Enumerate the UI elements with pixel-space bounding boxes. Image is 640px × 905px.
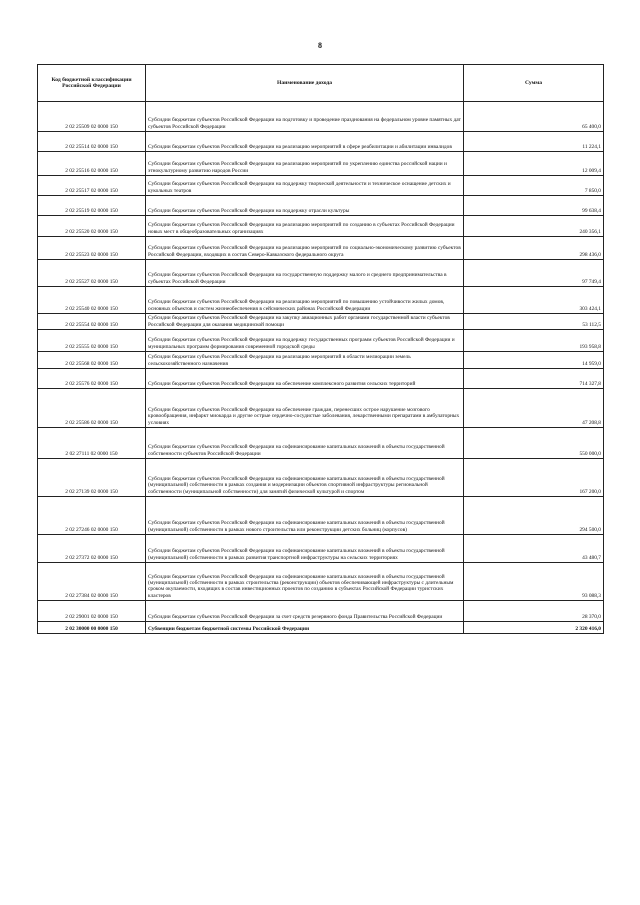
row-code: 2 02 27139 02 0000 150 <box>38 459 146 497</box>
row-name: Субсидии бюджетам субъектов Российской Федерации на подготовку и проведение празднования на федеральном уровне памятных дат субъектов Российской Федерации <box>146 102 464 132</box>
row-code: 2 02 27372 02 0000 150 <box>38 535 146 563</box>
row-code: 2 02 25509 02 0000 150 <box>38 102 146 132</box>
row-name: Субсидии бюджетам субъектов Российской Федерации на софинансирование капитальных вложений в объекты государственной (муниципальной) собственности в рамках развития транспортной инфраструктуры на сельских территориях <box>146 535 464 563</box>
row-code: 2 02 25586 02 0000 150 <box>38 389 146 428</box>
row-code: 2 02 25555 02 0000 150 <box>38 330 146 352</box>
row-sum: 28 370,0 <box>464 601 604 622</box>
row-code: 2 02 25527 02 0000 150 <box>38 260 146 287</box>
row-sum: 167 200,0 <box>464 459 604 497</box>
table-header-row <box>38 65 604 102</box>
revenue-table <box>37 64 604 634</box>
row-sum: 99 638,4 <box>464 196 604 216</box>
row-name: Субсидии бюджетам субъектов Российской Федерации на закупку авиационных работ органами государственной власти субъектов Российской Федерации для оказания медицинской помощи <box>146 314 464 330</box>
row-sum: 12 009,4 <box>464 152 604 176</box>
row-name: Субсидии бюджетам субъектов Российской Федерации на реализацию мероприятий по созданию в субъектах Российской Федерации новых мест в общеобразовательных организациях <box>146 216 464 237</box>
table-row <box>38 563 604 601</box>
header-sum: Сумма <box>464 65 604 102</box>
table-row <box>38 152 604 176</box>
table-row <box>38 459 604 497</box>
total-name: Субвенции бюджетам бюджетной системы Российской Федерации <box>146 622 464 634</box>
row-name: Субсидии бюджетам субъектов Российской Федерации на софинансирование капитальных вложений в объекты государственной (муниципальной) собственности в рамках строительства (реконструкции) объектов обеспечивающей инфраструктуры с длительным сроком окупаемости, входящих в состав инвестиционных проектов по созданию в субъектах Российской Федерации туристских кластеров <box>146 563 464 601</box>
table-row <box>38 330 604 352</box>
table-row <box>38 237 604 260</box>
row-name: Субсидии бюджетам субъектов Российской Федерации на софинансирование капитальных вложений в объекты государственной (муниципальной) собственности в рамках создания и модернизации объектов спортивной инфраструктуры региональной собственности (муниципальной собственности) для занятий физической культурой и спортом <box>146 459 464 497</box>
table-row <box>38 601 604 622</box>
row-sum: 47 208,8 <box>464 389 604 428</box>
row-sum: 11 224,1 <box>464 132 604 152</box>
row-name: Субсидии бюджетам субъектов Российской Федерации на обеспечение граждан, перенесших острое нарушение мозгового кровообращения, инфаркт миокарда и другие острые сердечно-сосудистые заболевания, лекарственными препаратами в амбулаторных условиях <box>146 389 464 428</box>
row-name: Субсидии бюджетам субъектов Российской Федерации на государственную поддержку малого и среднего предпринимательства в субъектах Российской Федерации <box>146 260 464 287</box>
row-sum: 714 327,8 <box>464 369 604 389</box>
table-row <box>38 132 604 152</box>
table-row <box>38 196 604 216</box>
row-code: 2 02 25520 02 0000 150 <box>38 216 146 237</box>
header-code: Код бюджетной классификации Российской Федерации <box>38 65 146 102</box>
table-row <box>38 314 604 330</box>
table-body <box>38 102 604 634</box>
row-sum: 93 088,3 <box>464 563 604 601</box>
row-sum: 43 480,7 <box>464 535 604 563</box>
row-code: 2 02 25540 02 0000 150 <box>38 287 146 314</box>
row-code: 2 02 25519 02 0000 150 <box>38 196 146 216</box>
row-name: Субсидии бюджетам субъектов Российской Федерации на реализацию мероприятий по укреплению единства российской нации и этнокультурному развитию народов России <box>146 152 464 176</box>
row-sum: 65 400,0 <box>464 102 604 132</box>
row-sum: 240 356,1 <box>464 216 604 237</box>
row-name: Субсидии бюджетам субъектов Российской Федерации на реализацию мероприятий по повышению устойчивости жилых домов, основных объектов и систем жизнеобеспечения в сейсмических районах Российской Федерации <box>146 287 464 314</box>
row-name: Субсидии бюджетам субъектов Российской Федерации на обеспечение комплексного развития сельских территорий <box>146 369 464 389</box>
total-code: 2 02 30000 00 0000 150 <box>38 622 146 634</box>
table-row <box>38 369 604 389</box>
row-code: 2 02 27111 02 0000 150 <box>38 428 146 459</box>
row-sum: 550 000,0 <box>464 428 604 459</box>
row-name: Субсидии бюджетам субъектов Российской Федерации на поддержку отрасли культуры <box>146 196 464 216</box>
row-code: 2 02 25568 02 0000 150 <box>38 352 146 369</box>
total-row <box>38 622 604 634</box>
row-sum: 97 749,4 <box>464 260 604 287</box>
table-row <box>38 352 604 369</box>
total-sum: 2 320 416,0 <box>464 622 604 634</box>
header-name: Наименование дохода <box>146 65 464 102</box>
table-row <box>38 428 604 459</box>
row-sum: 298 436,0 <box>464 237 604 260</box>
table-row <box>38 260 604 287</box>
table-row <box>38 102 604 132</box>
row-name: Субсидии бюджетам субъектов Российской Федерации за счет средств резервного фонда Правительства Российской Федерации <box>146 601 464 622</box>
row-name: Субсидии бюджетам субъектов Российской Федерации на реализацию мероприятий по социально-экономическому развитию субъектов Российской Федерации, входящих в состав Северо-Кавказского федерального округа <box>146 237 464 260</box>
row-code: 2 02 25516 02 0000 150 <box>38 152 146 176</box>
table-row <box>38 535 604 563</box>
row-code: 2 02 25554 02 0000 150 <box>38 314 146 330</box>
row-sum: 303 424,1 <box>464 287 604 314</box>
row-code: 2 02 27246 02 0000 150 <box>38 497 146 535</box>
row-name: Субсидии бюджетам субъектов Российской Федерации на софинансирование капитальных вложений в объекты государственной собственности субъектов Российской Федерации <box>146 428 464 459</box>
table-row <box>38 497 604 535</box>
row-name: Субсидии бюджетам субъектов Российской Федерации на софинансирование капитальных вложений в объекты государственной (муниципальной) собственности в рамках нового строительства или реконструкции детских больниц (корпусов) <box>146 497 464 535</box>
row-name: Субсидии бюджетам субъектов Российской Федерации на поддержку творческой деятельности и техническое оснащение детских и кукольных театров <box>146 176 464 196</box>
row-sum: 14 959,0 <box>464 352 604 369</box>
row-sum: 294 500,0 <box>464 497 604 535</box>
row-code: 2 02 29001 02 0000 150 <box>38 601 146 622</box>
row-name: Субсидии бюджетам субъектов Российской Федерации на реализацию мероприятий в сфере реабилитации и абилитации инвалидов <box>146 132 464 152</box>
row-sum: 7 850,0 <box>464 176 604 196</box>
table-row <box>38 216 604 237</box>
table-row <box>38 176 604 196</box>
row-sum: 193 958,8 <box>464 330 604 352</box>
row-code: 2 02 25523 02 0000 150 <box>38 237 146 260</box>
page-number: 8 <box>318 41 322 50</box>
row-code: 2 02 25514 02 0000 150 <box>38 132 146 152</box>
row-code: 2 02 27384 02 0000 150 <box>38 563 146 601</box>
row-name: Субсидии бюджетам субъектов Российской Федерации на поддержку государственных программ субъектов Российской Федерации и муниципальных программ формирования современной городской среды <box>146 330 464 352</box>
table-row <box>38 389 604 428</box>
table-row <box>38 287 604 314</box>
row-code: 2 02 25576 02 0000 150 <box>38 369 146 389</box>
row-code: 2 02 25517 02 0000 150 <box>38 176 146 196</box>
row-name: Субсидии бюджетам субъектов Российской Федерации на реализацию мероприятий в области мелиорации земель сельскохозяйственного назначения <box>146 352 464 369</box>
row-sum: 53 112,5 <box>464 314 604 330</box>
